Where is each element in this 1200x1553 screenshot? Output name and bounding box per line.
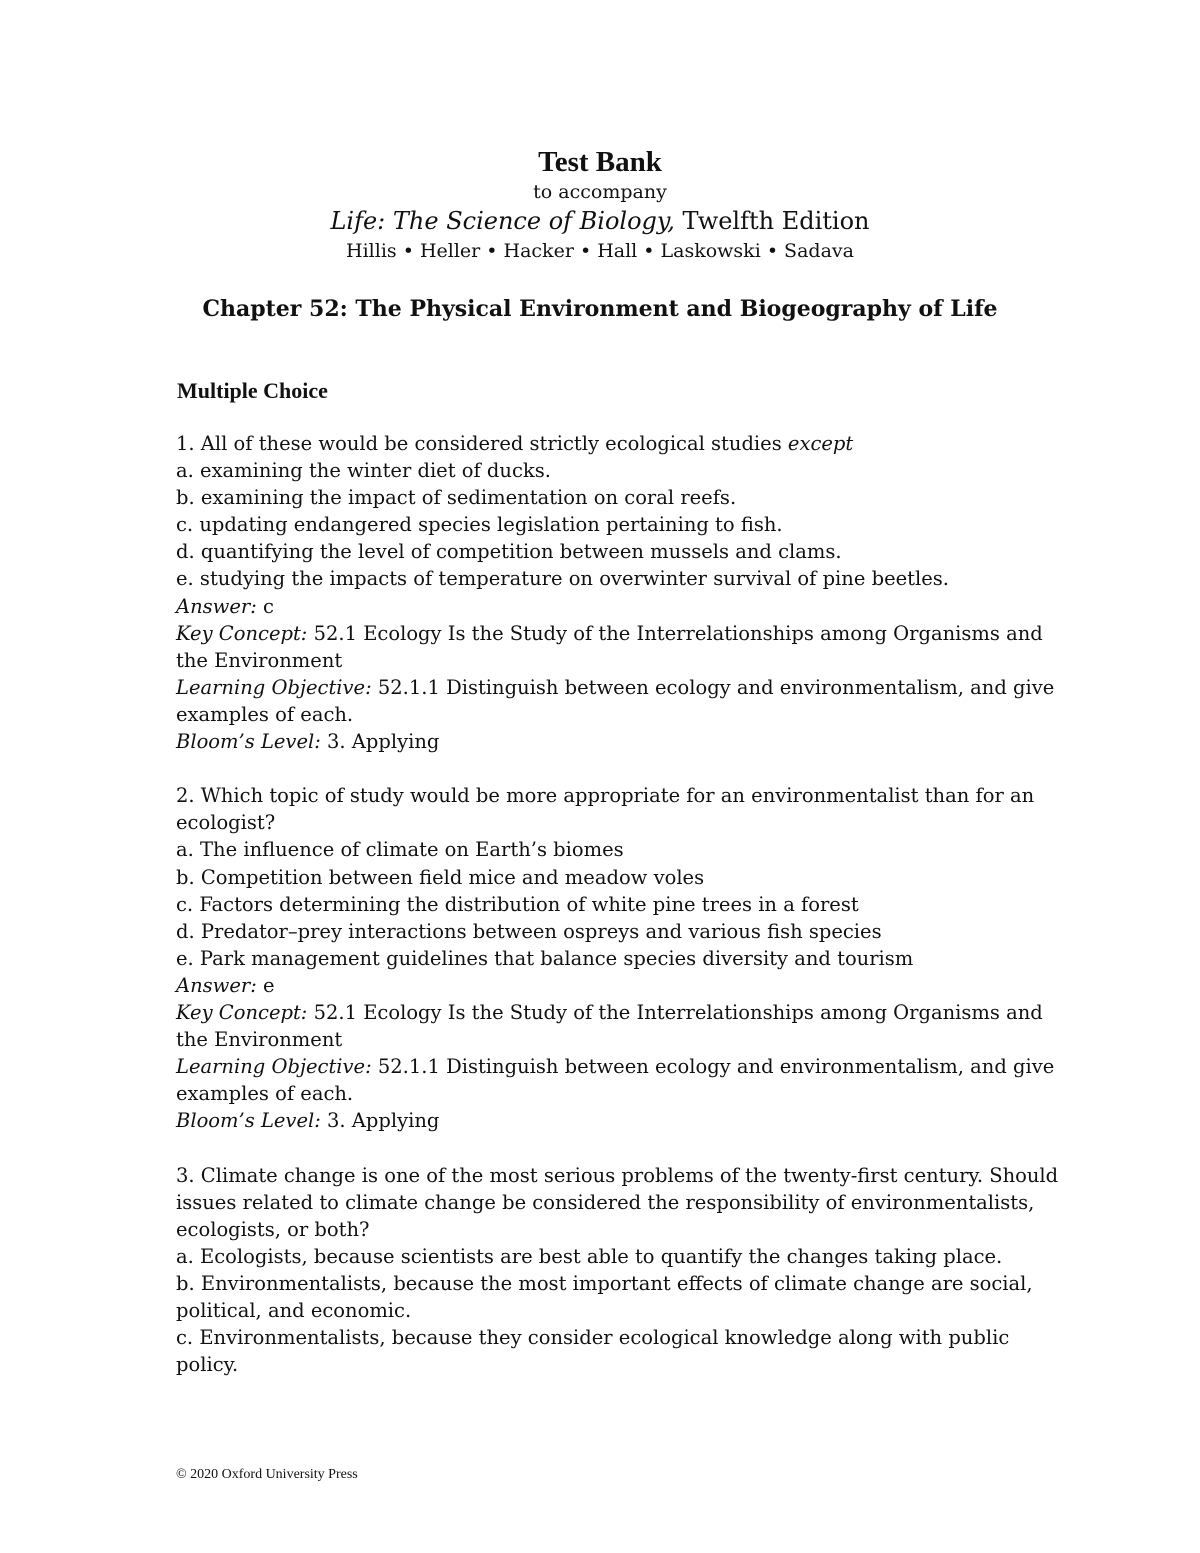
question-1-blooms-level [176,728,1046,755]
question-1-option-c: c. updating endangered species legislation pertaining to fish. [176,513,783,537]
question-2-key-concept [176,999,1046,1026]
question-2-option-e: e. Park management guidelines that balance species diversity and tourism [176,946,914,970]
question-2-option-d: d. Predator–prey interactions between ospreys and various fish species [176,919,882,943]
question-2-learning-objective-cont: examples of each. [176,1082,354,1106]
question-1-stem [176,430,1046,457]
spacer [176,755,1046,782]
book-title-line [0,206,1200,236]
question-1-learning-objective-cont: examples of each. [176,702,354,726]
blooms-level-value: 3. Applying [320,730,440,754]
question-3-option-b: b. Environmentalists, because the most important effects of climate change are social, [176,1271,1033,1295]
question-3-option-c-cont: policy. [176,1353,239,1377]
question-2-key-concept-cont: the Environment [176,1028,343,1052]
blooms-level-value: 3. Applying [320,1109,440,1133]
authors-line: Hillis • Heller • Hacker • Hall • Laskowski • Sadava [346,240,854,262]
page-subtitle: to accompany [533,181,667,203]
answer-value: c [256,594,274,618]
book-edition: Twelfth Edition [674,207,870,235]
learning-objective-value: 52.1.1 Distinguish between ecology and environmentalism, and give [371,675,1055,699]
page-title: Test Bank [538,146,662,178]
question-3-stem-cont: issues related to climate change be considered the responsibility of environmentalists, [176,1190,1035,1214]
answer-label: Answer: [176,973,257,997]
learning-objective-label: Learning Objective: [176,675,372,699]
copyright-footer: © 2020 Oxford University Press [176,1467,358,1482]
question-3-option-b-cont: political, and economic. [176,1299,412,1322]
spacer [176,1134,1046,1161]
question-1-stem-text: 1. All of these would be considered strictly ecological studies [176,432,788,455]
answer-value: e [256,973,275,997]
key-concept-label: Key Concept: [176,1000,308,1024]
question-1-option-e: e. studying the impacts of temperature on overwinter survival of pine beetles. [176,567,949,591]
question-1-key-concept-cont: the Environment [176,648,343,672]
question-1-option-d: d. quantifying the level of competition between mussels and clams. [176,540,842,564]
answer-label: Answer: [176,594,257,618]
question-2-option-c: c. Factors determining the distribution of white pine trees in a forest [176,892,859,916]
question-1-answer [176,593,1046,620]
question-1-option-b: b. examining the impact of sedimentation on coral reefs. [176,486,737,510]
blooms-level-label: Bloom’s Level: [176,730,321,754]
question-2-option-a: a. The influence of climate on Earth’s biomes [176,838,624,862]
book-title: Life: The Science of Biology, [330,207,675,235]
question-1-option-a: a. examining the winter diet of ducks. [176,459,551,483]
chapter-heading: Chapter 52: The Physical Environment and Biogeography of Life [202,296,998,322]
question-3-stem-cont-2: ecologists, or both? [176,1217,370,1241]
key-concept-label: Key Concept: [176,621,308,645]
learning-objective-value: 52.1.1 Distinguish between ecology and environmentalism, and give [371,1055,1055,1079]
key-concept-value: 52.1 Ecology Is the Study of the Interrelationships among Organisms and [307,621,1043,645]
question-list [176,430,1059,1378]
question-3-option-a: a. Ecologists, because scientists are best able to quantify the changes taking place. [176,1244,1003,1268]
question-2-option-b: b. Competition between field mice and meadow voles [176,865,705,889]
key-concept-value: 52.1 Ecology Is the Study of the Interrelationships among Organisms and [307,1000,1043,1024]
blooms-level-label: Bloom’s Level: [176,1109,321,1133]
question-3-stem: 3. Climate change is one of the most serious problems of the twenty-first century. Should [176,1163,1059,1187]
section-heading: Multiple Choice [177,378,328,403]
question-2-stem-cont: ecologist? [176,811,276,835]
question-1-learning-objective [176,674,1055,701]
question-2-blooms-level [176,1107,1046,1134]
question-2-learning-objective [176,1053,1055,1080]
question-2-answer [176,972,1046,999]
question-1-stem-emphasis: except [787,432,854,455]
question-1-key-concept [176,620,1046,647]
learning-objective-label: Learning Objective: [176,1055,372,1079]
question-2-stem: 2. Which topic of study would be more appropriate for an environmentalist than for an [176,784,1035,808]
question-3-option-c: c. Environmentalists, because they consider ecological knowledge along with public [176,1326,1010,1350]
